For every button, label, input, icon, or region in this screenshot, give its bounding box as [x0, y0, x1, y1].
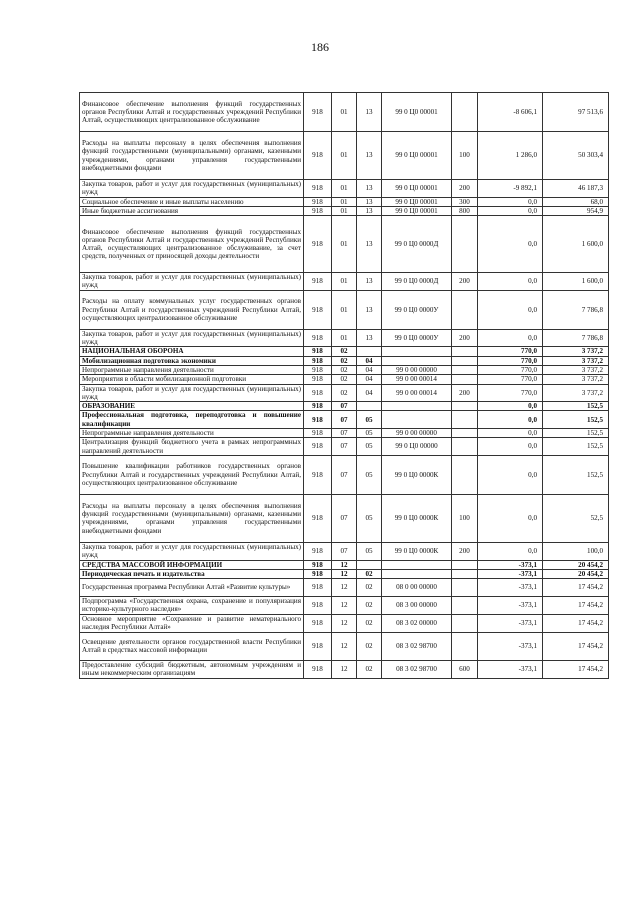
table-row [80, 542, 609, 560]
row-change: 0,0 [478, 290, 543, 329]
row-rz: 01 [332, 197, 357, 206]
row-ved: 918 [304, 632, 332, 660]
table-row [80, 660, 609, 678]
row-vr: 200 [452, 542, 478, 560]
row-csr: 99 0 Ц0 00000 [382, 438, 452, 456]
row-rz: 02 [332, 384, 357, 402]
row-ved: 918 [304, 93, 332, 132]
row-total: 17 454,2 [543, 614, 609, 632]
row-vr [452, 356, 478, 365]
row-change: -9 892,1 [478, 180, 543, 198]
row-vr: 200 [452, 384, 478, 402]
row-total: 7 786,8 [543, 329, 609, 347]
row-ved: 918 [304, 347, 332, 356]
row-change: -373,1 [478, 569, 543, 578]
row-rz: 07 [332, 411, 357, 429]
row-name: НАЦИОНАЛЬНАЯ ОБОРОНА [80, 347, 304, 356]
row-vr [452, 402, 478, 411]
row-rz: 07 [332, 494, 357, 542]
table-row [80, 597, 609, 615]
row-csr: 99 0 Ц0 00001 [382, 206, 452, 215]
row-vr: 600 [452, 660, 478, 678]
row-rz: 01 [332, 216, 357, 273]
row-csr [382, 356, 452, 365]
row-pr [357, 402, 382, 411]
row-name: Государственная программа Республики Алтай «Развитие культуры» [80, 579, 304, 597]
row-csr: 99 0 Ц0 0000Д [382, 273, 452, 291]
row-pr: 02 [357, 597, 382, 615]
row-total: 3 737,2 [543, 356, 609, 365]
row-pr: 02 [357, 579, 382, 597]
table-row [80, 216, 609, 273]
row-ved: 918 [304, 197, 332, 206]
row-pr: 02 [357, 614, 382, 632]
row-total: 100,0 [543, 542, 609, 560]
row-rz: 02 [332, 347, 357, 356]
row-ved: 918 [304, 579, 332, 597]
row-pr: 13 [357, 132, 382, 180]
row-change: 0,0 [478, 429, 543, 438]
row-change: 0,0 [478, 542, 543, 560]
row-csr: 99 0 Ц0 0000У [382, 329, 452, 347]
row-pr: 05 [357, 411, 382, 429]
row-change: 770,0 [478, 384, 543, 402]
row-vr: 200 [452, 273, 478, 291]
row-name: Расходы на оплату коммунальных услуг государственных органов Республики Алтай и государственных учреждений Республики Алтай, осуществляющих централизованное обслуживание [80, 290, 304, 329]
table-row [80, 411, 609, 429]
row-vr [452, 597, 478, 615]
row-vr [452, 93, 478, 132]
row-ved: 918 [304, 542, 332, 560]
table-row [80, 273, 609, 291]
row-name: Мероприятия в области мобилизационной подготовки [80, 375, 304, 384]
row-csr [382, 402, 452, 411]
row-rz: 02 [332, 375, 357, 384]
row-total: 152,5 [543, 429, 609, 438]
row-pr: 04 [357, 375, 382, 384]
row-vr [452, 411, 478, 429]
row-change: -373,1 [478, 614, 543, 632]
row-total: 52,5 [543, 494, 609, 542]
row-name: Подпрограмма «Государственная охрана, сохранение и популяризация историко-культурного наследия» [80, 597, 304, 615]
row-name: Расходы на выплаты персоналу в целях обеспечения выполнения функций государственными (муниципальными) органами, казенными учреждениями, органами управления государственными внебюджетными фондами [80, 494, 304, 542]
row-csr: 99 0 Ц0 00001 [382, 93, 452, 132]
row-total: 1 600,0 [543, 273, 609, 291]
row-change: -373,1 [478, 560, 543, 569]
row-rz: 01 [332, 329, 357, 347]
row-vr: 300 [452, 197, 478, 206]
row-vr [452, 290, 478, 329]
row-rz: 07 [332, 542, 357, 560]
table-row [80, 197, 609, 206]
row-csr [382, 411, 452, 429]
row-rz: 07 [332, 455, 357, 494]
row-csr: 99 0 00 00014 [382, 375, 452, 384]
row-csr: 99 0 Ц0 0000К [382, 455, 452, 494]
row-rz: 01 [332, 132, 357, 180]
row-name: Расходы на выплаты персоналу в целях обеспечения выполнения функций государственными (муниципальными) органами, казенными учреждениями, органами управления государственными внебюджетными фондами [80, 132, 304, 180]
row-name: Периодическая печать и издательства [80, 569, 304, 578]
row-csr [382, 569, 452, 578]
row-name: Иные бюджетные ассигнования [80, 206, 304, 215]
row-change: -373,1 [478, 632, 543, 660]
row-vr [452, 429, 478, 438]
row-pr: 02 [357, 569, 382, 578]
row-rz: 12 [332, 614, 357, 632]
row-pr: 02 [357, 632, 382, 660]
row-name: Закупка товаров, работ и услуг для государственных (муниципальных) нужд [80, 542, 304, 560]
row-ved: 918 [304, 455, 332, 494]
row-ved: 918 [304, 132, 332, 180]
row-change: 0,0 [478, 273, 543, 291]
row-csr [382, 560, 452, 569]
row-csr: 08 3 02 00000 [382, 614, 452, 632]
row-change: 0,0 [478, 494, 543, 542]
row-name: Профессиональная подготовка, переподготовка и повышение квалификации [80, 411, 304, 429]
row-pr: 13 [357, 273, 382, 291]
row-name: Закупка товаров, работ и услуг для государственных (муниципальных) нужд [80, 180, 304, 198]
row-change: 0,0 [478, 197, 543, 206]
row-change: 0,0 [478, 411, 543, 429]
row-total: 954,9 [543, 206, 609, 215]
row-ved: 918 [304, 384, 332, 402]
row-vr: 800 [452, 206, 478, 215]
row-name: Повышение квалификации работников государственных органов Республики Алтай и государственных учреждений Республики Алтай, осуществляющих централизованное обслуживание [80, 455, 304, 494]
table-row [80, 438, 609, 456]
row-pr: 13 [357, 93, 382, 132]
row-ved: 918 [304, 375, 332, 384]
table-row [80, 384, 609, 402]
table-row [80, 375, 609, 384]
budget-table [79, 92, 609, 679]
table-row [80, 180, 609, 198]
row-change: 0,0 [478, 438, 543, 456]
row-vr [452, 455, 478, 494]
table-row [80, 579, 609, 597]
row-vr [452, 632, 478, 660]
row-vr: 100 [452, 494, 478, 542]
row-ved: 918 [304, 494, 332, 542]
row-ved: 918 [304, 429, 332, 438]
table-row [80, 632, 609, 660]
row-total: 20 454,2 [543, 569, 609, 578]
row-total: 152,5 [543, 402, 609, 411]
row-total: 20 454,2 [543, 560, 609, 569]
row-ved: 918 [304, 206, 332, 215]
row-change: 770,0 [478, 347, 543, 356]
row-ved: 918 [304, 329, 332, 347]
table-row [80, 206, 609, 215]
row-total: 152,5 [543, 438, 609, 456]
row-change: 0,0 [478, 402, 543, 411]
row-change: 0,0 [478, 216, 543, 273]
row-csr: 99 0 00 00000 [382, 429, 452, 438]
row-ved: 918 [304, 273, 332, 291]
row-total: 17 454,2 [543, 597, 609, 615]
row-pr [357, 560, 382, 569]
table-row [80, 132, 609, 180]
row-total: 17 454,2 [543, 660, 609, 678]
row-name: Закупка товаров, работ и услуг для государственных (муниципальных) нужд [80, 384, 304, 402]
table-row [80, 356, 609, 365]
row-change: -8 606,1 [478, 93, 543, 132]
row-ved: 918 [304, 365, 332, 374]
row-pr: 13 [357, 329, 382, 347]
row-vr: 200 [452, 180, 478, 198]
row-name: Социальное обеспечение и иные выплаты населению [80, 197, 304, 206]
row-csr: 08 0 00 00000 [382, 579, 452, 597]
row-change: -373,1 [478, 660, 543, 678]
row-vr [452, 614, 478, 632]
row-rz: 12 [332, 660, 357, 678]
row-vr [452, 579, 478, 597]
row-name: Освещение деятельности органов государственной власти Республики Алтай в средствах массовой информации [80, 632, 304, 660]
row-ved: 918 [304, 290, 332, 329]
table-row [80, 93, 609, 132]
row-csr: 08 3 00 00000 [382, 597, 452, 615]
row-pr: 13 [357, 206, 382, 215]
row-rz: 12 [332, 560, 357, 569]
row-pr: 13 [357, 180, 382, 198]
row-total: 1 600,0 [543, 216, 609, 273]
row-csr: 99 0 00 00014 [382, 384, 452, 402]
row-pr: 04 [357, 365, 382, 374]
row-vr [452, 216, 478, 273]
row-change: 0,0 [478, 206, 543, 215]
row-vr [452, 375, 478, 384]
row-csr: 99 0 Ц0 0000Д [382, 216, 452, 273]
table-row [80, 290, 609, 329]
row-total: 152,5 [543, 411, 609, 429]
row-total: 46 187,3 [543, 180, 609, 198]
row-change: 770,0 [478, 375, 543, 384]
table-row [80, 402, 609, 411]
row-name: Основное мероприятие «Сохранение и развитие нематериального наследия Республики Алтай» [80, 614, 304, 632]
table-row [80, 614, 609, 632]
row-change: 0,0 [478, 455, 543, 494]
row-vr [452, 569, 478, 578]
row-name: Мобилизационная подготовка экономики [80, 356, 304, 365]
row-csr: 99 0 Ц0 00001 [382, 132, 452, 180]
row-pr: 05 [357, 494, 382, 542]
row-ved: 918 [304, 438, 332, 456]
row-ved: 918 [304, 356, 332, 365]
row-total: 3 737,2 [543, 375, 609, 384]
row-ved: 918 [304, 660, 332, 678]
row-total: 3 737,2 [543, 365, 609, 374]
row-name: Закупка товаров, работ и услуг для государственных (муниципальных) нужд [80, 273, 304, 291]
row-vr [452, 438, 478, 456]
table-row [80, 560, 609, 569]
row-rz: 07 [332, 438, 357, 456]
row-name: Финансовое обеспечение выполнения функций государственных органов Республики Алтай и государственных учреждений Республики Алтай, осуществляющих централизованное обслуживание [80, 93, 304, 132]
row-pr: 13 [357, 290, 382, 329]
row-rz: 07 [332, 402, 357, 411]
row-pr: 04 [357, 356, 382, 365]
row-pr: 04 [357, 384, 382, 402]
row-ved: 918 [304, 597, 332, 615]
row-ved: 918 [304, 180, 332, 198]
row-vr [452, 560, 478, 569]
row-rz: 02 [332, 365, 357, 374]
row-csr: 99 0 Ц0 0000У [382, 290, 452, 329]
row-rz: 12 [332, 632, 357, 660]
table-row [80, 494, 609, 542]
row-vr: 100 [452, 132, 478, 180]
row-pr: 13 [357, 197, 382, 206]
row-rz: 01 [332, 180, 357, 198]
row-ved: 918 [304, 411, 332, 429]
row-name: Централизация функций бюджетного учета в рамках непрограммных направлений деятельности [80, 438, 304, 456]
row-ved: 918 [304, 402, 332, 411]
row-csr: 99 0 Ц0 0000К [382, 542, 452, 560]
row-csr: 99 0 Ц0 00001 [382, 197, 452, 206]
table-row [80, 429, 609, 438]
page-number: 186 [311, 40, 329, 54]
row-change: -373,1 [478, 597, 543, 615]
row-change: 1 286,0 [478, 132, 543, 180]
row-change: 770,0 [478, 356, 543, 365]
row-csr: 99 0 Ц0 00001 [382, 180, 452, 198]
table-row [80, 329, 609, 347]
row-name: Непрограммные направления деятельности [80, 429, 304, 438]
row-total: 7 786,8 [543, 290, 609, 329]
row-vr: 200 [452, 329, 478, 347]
table-row [80, 569, 609, 578]
row-csr: 99 0 Ц0 0000К [382, 494, 452, 542]
row-name: Непрограммные направления деятельности [80, 365, 304, 374]
row-name: Финансовое обеспечение выполнения функций государственных органов Республики Алтай и государственных учреждений Республики Алтай, осуществляющих централизованное обслуживание, за счет средств, полученных от приносящей доходы деятельности [80, 216, 304, 273]
row-pr: 05 [357, 542, 382, 560]
row-rz: 02 [332, 356, 357, 365]
table-row [80, 455, 609, 494]
row-csr: 08 3 02 98700 [382, 660, 452, 678]
row-ved: 918 [304, 614, 332, 632]
row-vr [452, 347, 478, 356]
row-pr: 05 [357, 438, 382, 456]
row-total: 50 303,4 [543, 132, 609, 180]
row-name: ОБРАЗОВАНИЕ [80, 402, 304, 411]
row-change: 770,0 [478, 365, 543, 374]
row-rz: 01 [332, 93, 357, 132]
row-vr [452, 365, 478, 374]
budget-table-body [80, 93, 609, 679]
row-change: 0,0 [478, 329, 543, 347]
row-total: 17 454,2 [543, 632, 609, 660]
row-rz: 12 [332, 569, 357, 578]
row-name: Закупка товаров, работ и услуг для государственных (муниципальных) нужд [80, 329, 304, 347]
row-pr: 05 [357, 455, 382, 494]
row-pr: 05 [357, 429, 382, 438]
row-csr [382, 347, 452, 356]
row-rz: 12 [332, 579, 357, 597]
row-csr: 99 0 00 00000 [382, 365, 452, 374]
table-row [80, 365, 609, 374]
row-rz: 01 [332, 206, 357, 215]
row-pr [357, 347, 382, 356]
row-rz: 01 [332, 290, 357, 329]
row-name: Предоставление субсидий бюджетным, автономным учреждениям и иным некоммерческим организациям [80, 660, 304, 678]
row-rz: 01 [332, 273, 357, 291]
row-change: -373,1 [478, 579, 543, 597]
row-ved: 918 [304, 560, 332, 569]
row-csr: 08 3 02 98700 [382, 632, 452, 660]
row-rz: 12 [332, 597, 357, 615]
row-total: 3 737,2 [543, 384, 609, 402]
row-name: СРЕДСТВА МАССОВОЙ ИНФОРМАЦИИ [80, 560, 304, 569]
table-row [80, 347, 609, 356]
row-total: 17 454,2 [543, 579, 609, 597]
row-total: 97 513,6 [543, 93, 609, 132]
row-pr: 02 [357, 660, 382, 678]
row-total: 68,0 [543, 197, 609, 206]
row-rz: 07 [332, 429, 357, 438]
row-ved: 918 [304, 216, 332, 273]
row-total: 3 737,2 [543, 347, 609, 356]
row-ved: 918 [304, 569, 332, 578]
row-pr: 13 [357, 216, 382, 273]
row-total: 152,5 [543, 455, 609, 494]
